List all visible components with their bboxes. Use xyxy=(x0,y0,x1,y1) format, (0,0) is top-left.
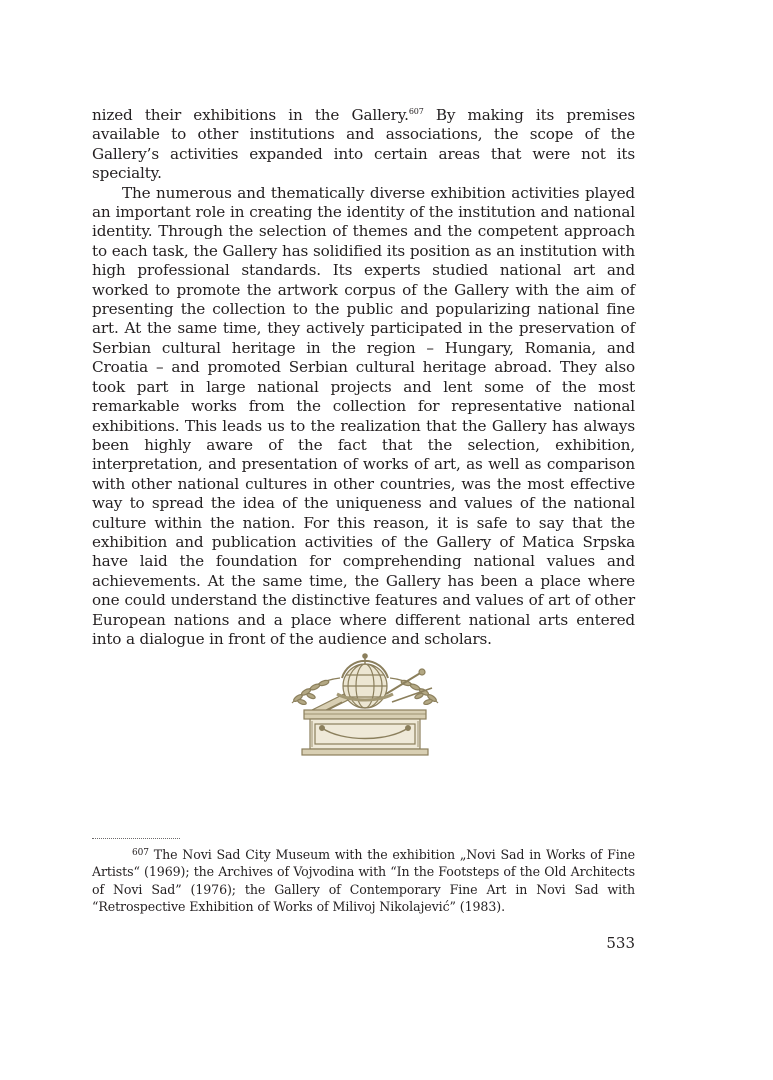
footnote-separator xyxy=(92,838,180,839)
main-text xyxy=(92,106,635,649)
footnote-reference: 607 xyxy=(408,107,424,116)
paragraph-1 xyxy=(92,106,635,184)
paragraph-1-text-end: By making its premises available to other institutions and associations, the scope of the Gallery’s activities expanded into certain areas that were not its specialty. xyxy=(92,106,635,183)
decorative-globe-trophy-vignette-icon xyxy=(282,648,448,758)
footnote-text: The Novi Sad City Museum with the exhibition „Novi Sad in Works of Fine Artists“ (1969); the Archives of Vojvodina with “In the Footsteps of the Old Architects of Novi Sad” (1976); the Gallery of Contemporary Fine Art in Novi Sad with “Retrospective Exhibition of Works of Milivoj Nikolajević” (1983). xyxy=(92,847,636,915)
paragraph-1-text-start: nized their exhibitions in the Gallery. xyxy=(92,106,409,124)
page-number: 533 xyxy=(606,934,635,952)
paragraph-2: The numerous and thematically diverse exhibition activities played an important role in creating the identity of the institution and national identity. Through the selection of themes and the competent approach to each task, the Gallery has solidified its position as an institution with high professional standards. Its experts studied national art and worked to promote the artwork corpus of the Gallery with the aim of presenting the collection to the public and popularizing national fine art. At the same time, they actively participated in the preservation of Serbian cultural heritage in the region – Hungary, Romania, and Croatia – and promoted Serbian cultural heritage abroad. They also took part in large national projects and lent some of the most remarkable works from the collection for representative national exhibitions. This leads us to the realization that the Gallery has always been highly aware of the fact that the selection, exhibition, interpretation, and presentation of works of art, as well as comparison with other national cultures in other countries, was the most effective way to spread the idea of the uniqueness and values of the national culture within the nation. For this reason, it is safe to say that the exhibition and publication activities of the Gallery of Matica Srpska have laid the foundation for comprehending national values and achievements. At the same time, the Gallery has been a place where one could understand the distinctive features and values of art of other European nations and a place where different national arts entered into a dialogue in front of the audience and scholars. xyxy=(92,183,635,648)
footnote-number: 607 xyxy=(132,848,149,858)
footnote xyxy=(92,846,635,916)
